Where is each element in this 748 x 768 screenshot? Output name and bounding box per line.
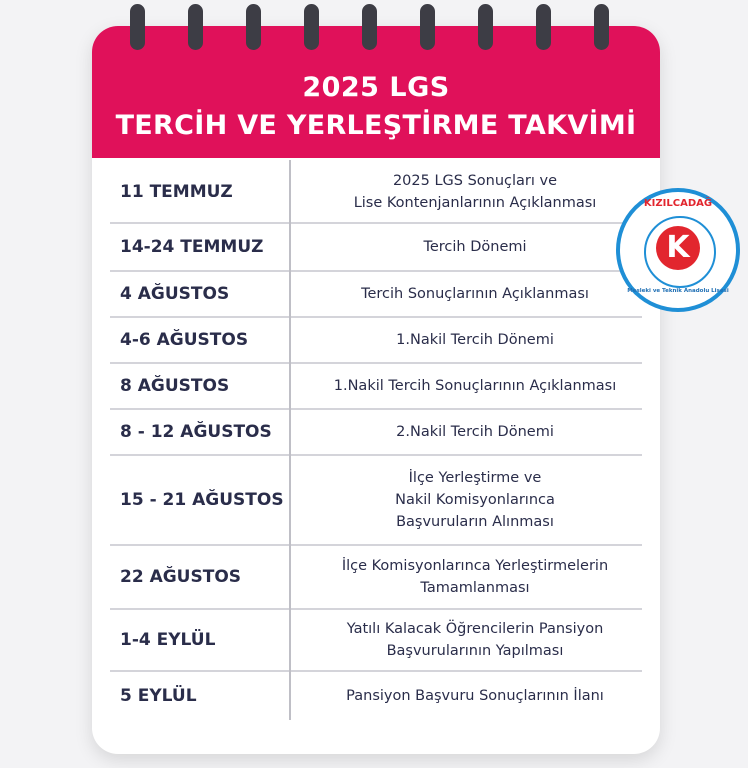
table-row <box>110 546 642 610</box>
binder-ring-icon <box>246 4 261 50</box>
table-row <box>110 162 642 224</box>
table-row <box>110 610 642 672</box>
row-date: 4-6 AĞUSTOS <box>120 330 249 350</box>
row-event: Tercih Dönemi <box>423 239 527 255</box>
row-event: Yatılı Kalacak Öğrencilerin Pansiyon Başvurularının Yapılması <box>346 621 604 659</box>
binder-ring-icon <box>420 4 435 50</box>
header-title-year: 2025 LGS <box>302 72 450 103</box>
binder-ring-icon <box>188 4 203 50</box>
row-event: 1.Nakil Tercih Sonuçlarının Açıklanması <box>333 378 617 394</box>
row-event: İlçe Yerleştirme ve Nakil Komisyonlarınca Başvuruların Alınması <box>395 470 555 530</box>
row-event: 1.Nakil Tercih Dönemi <box>396 332 554 348</box>
logo-top-text: KIZILCADAĞ <box>643 198 713 209</box>
school-logo <box>616 188 740 312</box>
table-row <box>110 410 642 456</box>
row-date: 8 AĞUSTOS <box>120 376 230 396</box>
column-divider <box>289 160 291 720</box>
row-date: 4 AĞUSTOS <box>120 284 230 304</box>
row-date: 15 - 21 AĞUSTOS <box>120 490 284 510</box>
row-date: 14-24 TEMMUZ <box>120 237 264 257</box>
row-date: 5 EYLÜL <box>120 686 197 706</box>
binder-ring-icon <box>130 4 145 50</box>
binder-ring-icon <box>594 4 609 50</box>
calendar-rings <box>92 0 660 60</box>
table-row <box>110 672 642 720</box>
row-date: 22 AĞUSTOS <box>120 567 242 587</box>
row-date: 8 - 12 AĞUSTOS <box>120 422 272 442</box>
table-row <box>110 456 642 546</box>
row-event: İlçe Komisyonlarınca Yerleştirmelerin Tamamlanması <box>341 558 609 596</box>
table-row <box>110 318 642 364</box>
row-date: 11 TEMMUZ <box>120 182 233 202</box>
row-event: Pansiyon Başvuru Sonuçlarının İlanı <box>346 688 604 704</box>
header-title: TERCİH VE YERLEŞTİRME TAKVİMİ <box>115 110 637 141</box>
row-event: 2.Nakil Tercih Dönemi <box>396 424 554 440</box>
row-event: 2025 LGS Sonuçları ve Lise Kontenjanlarının Açıklanması <box>353 173 597 211</box>
binder-ring-icon <box>536 4 551 50</box>
calendar-card <box>92 26 660 754</box>
logo-emblem <box>644 216 716 288</box>
row-event: Tercih Sonuçlarının Açıklanması <box>361 286 589 302</box>
binder-ring-icon <box>478 4 493 50</box>
logo-letter: K <box>656 226 700 270</box>
table-row <box>110 272 642 318</box>
table-row <box>110 364 642 410</box>
binder-ring-icon <box>304 4 319 50</box>
row-date: 1-4 EYLÜL <box>120 630 216 650</box>
table-row <box>110 224 642 272</box>
logo-bottom-text: Mesleki ve Teknik Anadolu Lisesi <box>627 288 729 294</box>
binder-ring-icon <box>362 4 377 50</box>
